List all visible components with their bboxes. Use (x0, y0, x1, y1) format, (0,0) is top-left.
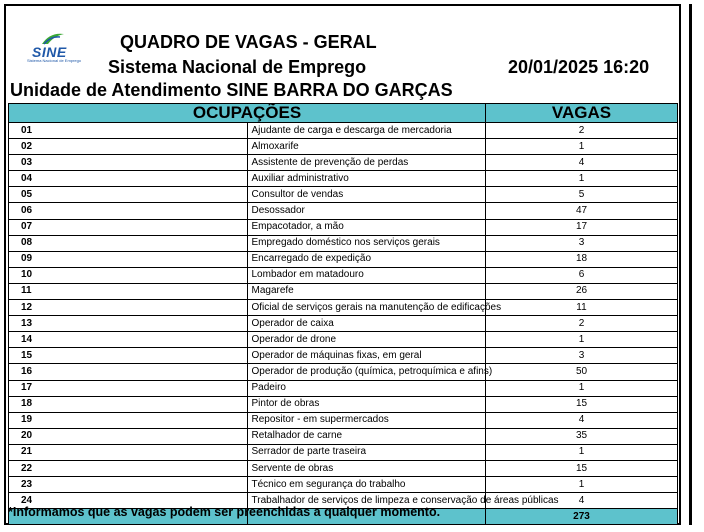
row-number: 19 (9, 412, 248, 428)
row-number: 20 (9, 428, 248, 444)
row-number: 04 (9, 171, 248, 187)
row-number: 15 (9, 348, 248, 364)
row-number: 07 (9, 219, 248, 235)
footer-note: *Informamos que as vagas podem ser preenchidas a qualquer momento. (8, 505, 441, 519)
row-occupation: Operador de produção (química, petroquímica e afins) (247, 364, 486, 380)
row-vacancies: 35 (486, 428, 678, 444)
row-number: 12 (9, 300, 248, 316)
row-vacancies: 11 (486, 300, 678, 316)
table-row (9, 251, 678, 267)
row-occupation: Oficial de serviços gerais na manutenção de edificações (247, 300, 486, 316)
row-occupation: Desossador (247, 203, 486, 219)
row-occupation: Operador de drone (247, 332, 486, 348)
row-vacancies: 1 (486, 332, 678, 348)
sine-logo (24, 30, 82, 63)
row-number: 02 (9, 139, 248, 155)
report-datetime: 20/01/2025 16:20 (508, 57, 650, 77)
row-vacancies: 1 (486, 380, 678, 396)
table-row (9, 380, 678, 396)
table-row (9, 203, 678, 219)
row-number: 14 (9, 332, 248, 348)
row-occupation: Operador de caixa (247, 316, 486, 332)
row-number: 24 (9, 493, 248, 509)
row-number: 09 (9, 251, 248, 267)
table-row (9, 155, 678, 171)
table-row (9, 460, 678, 476)
row-occupation: Ajudante de carga e descarga de mercadoria (247, 123, 486, 139)
table-row (9, 396, 678, 412)
vacancies-header: VAGAS (486, 104, 678, 123)
row-occupation: Almoxarife (247, 139, 486, 155)
row-occupation: Repositor - em supermercados (247, 412, 486, 428)
row-vacancies: 1 (486, 139, 678, 155)
row-number: 16 (9, 364, 248, 380)
row-vacancies: 5 (486, 187, 678, 203)
page-title: QUADRO DE VAGAS - GERAL (120, 32, 377, 52)
row-occupation: Serrador de parte traseira (247, 444, 486, 460)
row-vacancies: 1 (486, 444, 678, 460)
table-row (9, 412, 678, 428)
row-occupation: Servente de obras (247, 460, 486, 476)
row-number: 06 (9, 203, 248, 219)
row-number: 03 (9, 155, 248, 171)
row-occupation: Empregado doméstico nos serviços gerais (247, 235, 486, 251)
row-vacancies: 4 (486, 155, 678, 171)
row-number: 18 (9, 396, 248, 412)
row-vacancies: 26 (486, 283, 678, 299)
row-occupation: Consultor de vendas (247, 187, 486, 203)
row-number: 11 (9, 283, 248, 299)
row-occupation: Operador de máquinas fixas, em geral (247, 348, 486, 364)
row-number: 13 (9, 316, 248, 332)
vacancies-table (8, 103, 678, 525)
row-vacancies: 3 (486, 235, 678, 251)
table-row (9, 348, 678, 364)
row-number: 05 (9, 187, 248, 203)
row-occupation: Trabalhador de serviços de limpeza e conservação de áreas públicas (247, 493, 486, 509)
table-row (9, 428, 678, 444)
row-occupation: Encarregado de expedição (247, 251, 486, 267)
logo-subtext: Sistema Nacional de Emprego (26, 58, 82, 63)
row-number: 08 (9, 235, 248, 251)
row-number: 10 (9, 267, 248, 283)
row-vacancies: 1 (486, 171, 678, 187)
table-body (9, 123, 678, 509)
row-vacancies: 4 (486, 412, 678, 428)
row-vacancies: 15 (486, 396, 678, 412)
table-row (9, 332, 678, 348)
row-vacancies: 18 (486, 251, 678, 267)
table-row (9, 267, 678, 283)
row-occupation: Técnico em segurança do trabalho (247, 477, 486, 493)
row-occupation: Magarefe (247, 283, 486, 299)
row-occupation: Pintor de obras (247, 396, 486, 412)
row-vacancies: 50 (486, 364, 678, 380)
table-row (9, 300, 678, 316)
row-vacancies: 2 (486, 316, 678, 332)
row-number: 17 (9, 380, 248, 396)
row-number: 22 (9, 460, 248, 476)
table-header-row (9, 104, 678, 123)
table-row (9, 283, 678, 299)
right-border-line (689, 4, 692, 525)
total-value: 273 (486, 509, 678, 525)
logo-text: SINE (32, 44, 67, 60)
table-row (9, 219, 678, 235)
table-row (9, 235, 678, 251)
table-row (9, 364, 678, 380)
row-number: 21 (9, 444, 248, 460)
row-vacancies: 3 (486, 348, 678, 364)
row-occupation: Auxiliar administrativo (247, 171, 486, 187)
row-vacancies: 1 (486, 477, 678, 493)
row-vacancies: 17 (486, 219, 678, 235)
occupations-header: OCUPAÇÕES (9, 104, 486, 123)
row-vacancies: 6 (486, 267, 678, 283)
table-row (9, 444, 678, 460)
row-number: 01 (9, 123, 248, 139)
table-row (9, 171, 678, 187)
row-occupation: Lombador em matadouro (247, 267, 486, 283)
page-subtitle: Sistema Nacional de Emprego (108, 57, 367, 77)
row-occupation: Retalhador de carne (247, 428, 486, 444)
table-row (9, 139, 678, 155)
table-row (9, 316, 678, 332)
row-vacancies: 15 (486, 460, 678, 476)
table-row (9, 123, 678, 139)
row-occupation: Empacotador, a mão (247, 219, 486, 235)
row-occupation: Padeiro (247, 380, 486, 396)
row-vacancies: 47 (486, 203, 678, 219)
row-vacancies: 2 (486, 123, 678, 139)
row-occupation: Assistente de prevenção de perdas (247, 155, 486, 171)
table-row (9, 187, 678, 203)
table-row (9, 477, 678, 493)
row-vacancies: 4 (486, 493, 678, 509)
row-number: 23 (9, 477, 248, 493)
unit-title: Unidade de Atendimento SINE BARRA DO GARÇAS (10, 80, 453, 100)
